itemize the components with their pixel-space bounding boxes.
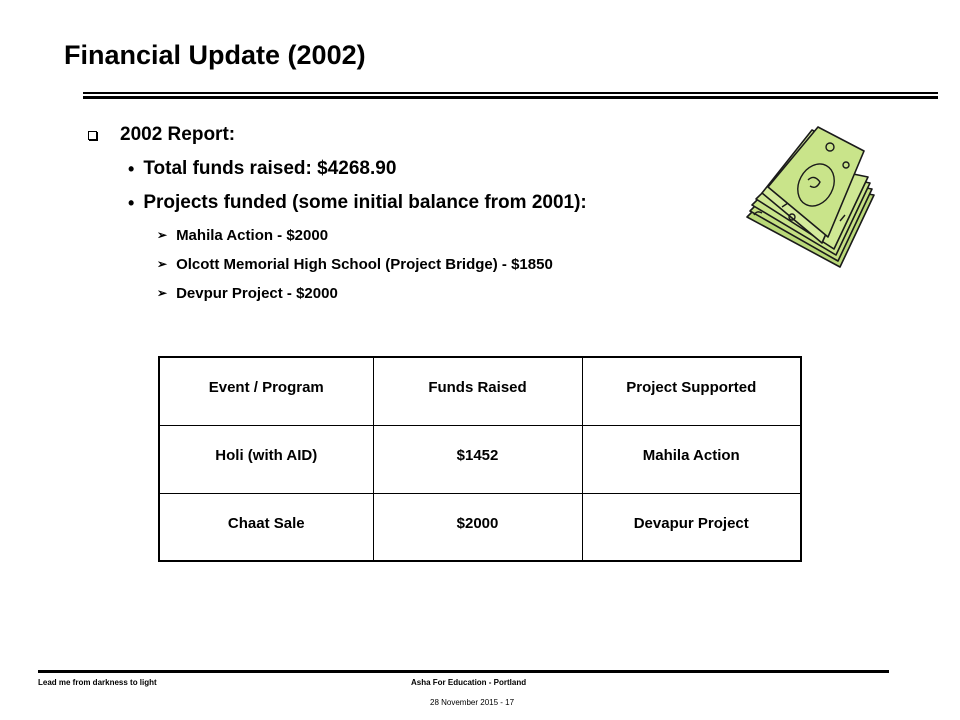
bullet-funds-text: Total funds raised: $4268.90 — [143, 158, 397, 179]
bullet-report-text: 2002 Report: — [120, 124, 236, 145]
table-cell: $1452 — [373, 425, 582, 493]
sub-bullet-item — [157, 282, 587, 304]
sub-bullet-item — [157, 253, 587, 275]
table-header-cell: Event / Program — [159, 357, 373, 425]
arrowhead-bullet-icon: ➢ — [157, 228, 168, 242]
table-cell: Devapur Project — [582, 493, 801, 561]
dot-bullet-icon: • — [128, 158, 135, 179]
bullet-report — [88, 122, 587, 148]
dot-bullet-icon: • — [128, 192, 135, 213]
table-row — [159, 425, 801, 493]
table-cell: $2000 — [373, 493, 582, 561]
table-header-cell: Funds Raised — [373, 357, 582, 425]
table-row — [159, 493, 801, 561]
sub-bullet-text: Devpur Project - $2000 — [176, 284, 338, 302]
sub-bullet-text: Mahila Action - $2000 — [176, 226, 329, 244]
title-divider — [83, 92, 938, 99]
arrowhead-bullet-icon: ➢ — [157, 257, 168, 271]
footer-organization: Asha For Education - Portland — [411, 678, 527, 687]
funds-table — [158, 356, 802, 562]
arrowhead-bullet-icon: ➢ — [157, 286, 168, 300]
bullet-projects-text: Projects funded (some initial balance from 2001): — [143, 192, 587, 213]
bullet-funds — [128, 156, 587, 182]
table-header-row — [159, 357, 801, 425]
slide-title: Financial Update (2002) — [64, 40, 366, 70]
sub-bullet-item — [157, 224, 587, 246]
footer-date-page: 28 November 2015 - 17 — [430, 698, 515, 707]
table-header-cell: Project Supported — [582, 357, 801, 425]
footer-divider — [38, 670, 889, 673]
sub-bullet-text: Olcott Memorial High School (Project Bridge) - $1850 — [176, 255, 553, 273]
table-cell: Mahila Action — [582, 425, 801, 493]
table-cell: Chaat Sale — [159, 493, 373, 561]
money-stack-icon — [742, 125, 877, 270]
square-bullet-icon — [88, 131, 97, 140]
bullet-projects — [128, 190, 587, 216]
table-cell: Holi (with AID) — [159, 425, 373, 493]
bullet-list — [88, 122, 587, 304]
footer-tagline: Lead me from darkness to light — [38, 678, 157, 687]
